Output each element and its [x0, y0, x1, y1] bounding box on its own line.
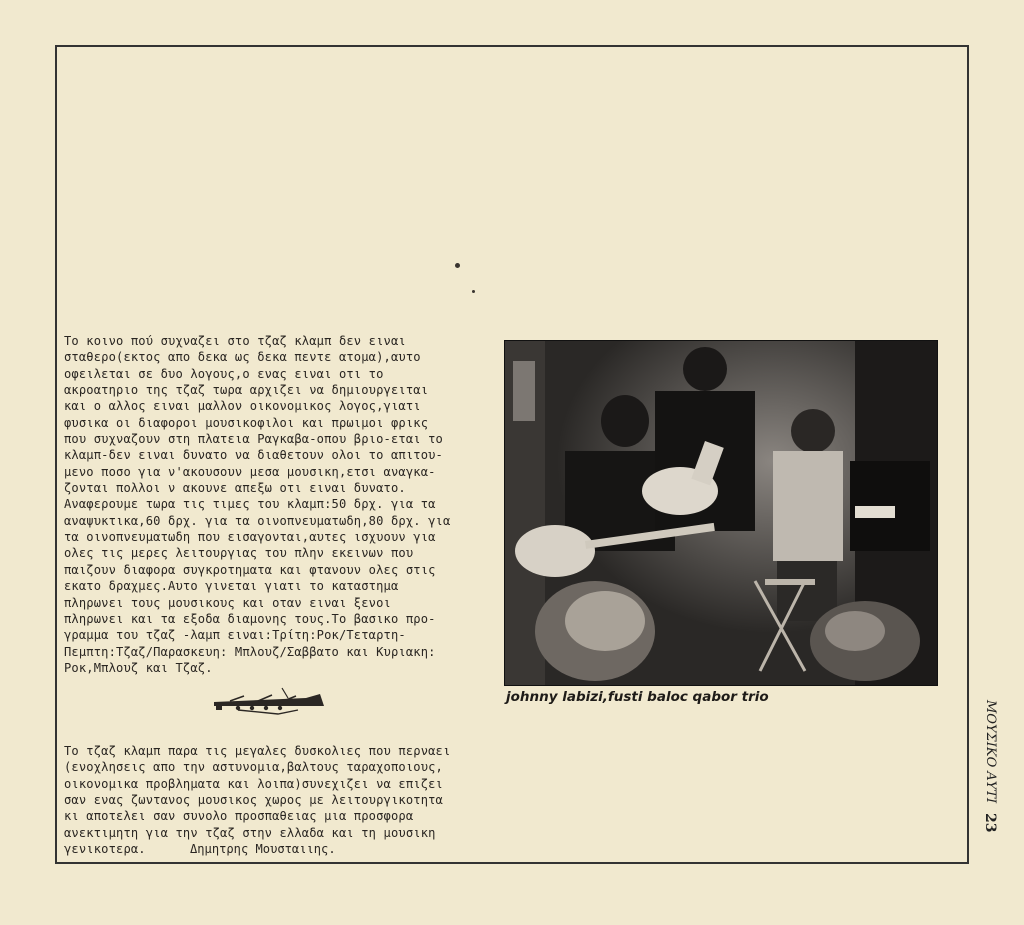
- text-line: μενο ποσο για ν'ακουσουν μεσα μουσικη,ετσι αναγκα-: [64, 464, 436, 479]
- ink-speck: [472, 290, 475, 293]
- article-paragraph-1: [64, 333, 494, 676]
- clarinet-illustration: [208, 684, 328, 720]
- ink-speck: [455, 263, 460, 268]
- text-line: κι αποτελει σαν συνολο προσπαθειας μια προσφορα: [64, 809, 414, 824]
- text-line: (ενοχλησεις απο την αστυνομια,βαλτους ταραχοποιους,: [64, 760, 443, 775]
- page-footer-vertical: [974, 700, 998, 850]
- text-line: πληρωνει και τα εξοδα διαμονης τους.Το βασικο προ-: [64, 611, 436, 626]
- text-line: Το τζαζ κλαμπ παρα τις μεγαλες δυσκολιες που περναει: [64, 744, 451, 758]
- text-line: φυσικα οι διαφοροι μουσικοφιλοι και πρωιμοι φρικς: [64, 415, 429, 430]
- text-line: σταθερο(εκτος απο δεκα ως δεκα πεντε ατομα),αυτο: [64, 350, 421, 365]
- text-line: πληρωνει τους μουσικους και οταν ειναι ξενοι: [64, 595, 391, 610]
- text-line: γενικοτερα.: [64, 842, 146, 857]
- text-line: ζονται πολλοι ν ακουνε απεξω οτι ειναι δυνατο.: [64, 481, 406, 496]
- text-line: Πεμπτη:Τζαζ/Παρασκευη: Μπλουζ/Σαββατο και Κυριακη:: [64, 644, 436, 659]
- text-line: κλαμπ-δεν ειναι δυνατο να διαθετουν ολοι το απιτου-: [64, 448, 443, 463]
- page-number: 23: [982, 813, 998, 833]
- text-line: ολες τις μερες λειτουργιας του πλην εκεινων που: [64, 546, 414, 561]
- text-line: Ροκ,Μπλουζ και Τζαζ.: [64, 660, 213, 675]
- photo-caption: johnny labizi,fusti baloc qabor trio: [506, 689, 769, 705]
- text-line: ακροατηριο της τζαζ τωρα αρχιζει να δημιουργειται: [64, 383, 429, 398]
- text-line: εκατο δραχμες.Αυτο γινεται γιατι το καταστημα: [64, 579, 399, 594]
- text-line: Αναφερουμε τωρα τις τιμες του κλαμπ:50 δρχ. για τα: [64, 497, 436, 512]
- text-line: ανεκτιμητη για την τζαζ στην ελλαδα και τη μουσικη: [64, 825, 436, 840]
- text-line: που συχναζουν στη πλατεια Ραγκαβα-οπου βριο-εται το: [64, 432, 443, 447]
- text-line: τα οινοπνευματωδη που εισαγονται,αυτες ισχυουν για: [64, 530, 436, 545]
- text-line: παιζουν διαφορα συγκροτηματα και φτανουν ολες στις: [64, 562, 436, 577]
- article-paragraph-2: [64, 743, 494, 857]
- text-line: Το κοινο πού συχναζει στο τζαζ κλαμπ δεν ειναι: [64, 334, 406, 348]
- text-line: αναψυκτικα,60 δρχ. για τα οινοπνευματωδη,80 δρχ. για: [64, 513, 451, 528]
- text-line: και ο αλλος ειναι μαλλον οικονομικος λογος,γιατι: [64, 399, 421, 414]
- text-line: οφειλεται σε δυο λογους,ο ενας ειναι οτι το: [64, 366, 384, 381]
- author-signature: Δημητρης Μουσταιιης.: [190, 842, 336, 856]
- band-photo: [504, 340, 938, 686]
- text-line: γραμμα του τζαζ -λαμπ ειναι:Τρίτη:Ροκ/Τεταρτη-: [64, 628, 406, 643]
- text-line: οικονομικα προβληματα και λοιπα)συνεχιζει να επιζει: [64, 776, 443, 791]
- publication-name: ΜΟΥΣΙΚΟ ΑΥΤΙ: [983, 700, 998, 804]
- text-line: σαν ενας ζωντανος μουσικος χωρος με λειτουργικοτητα: [64, 793, 443, 808]
